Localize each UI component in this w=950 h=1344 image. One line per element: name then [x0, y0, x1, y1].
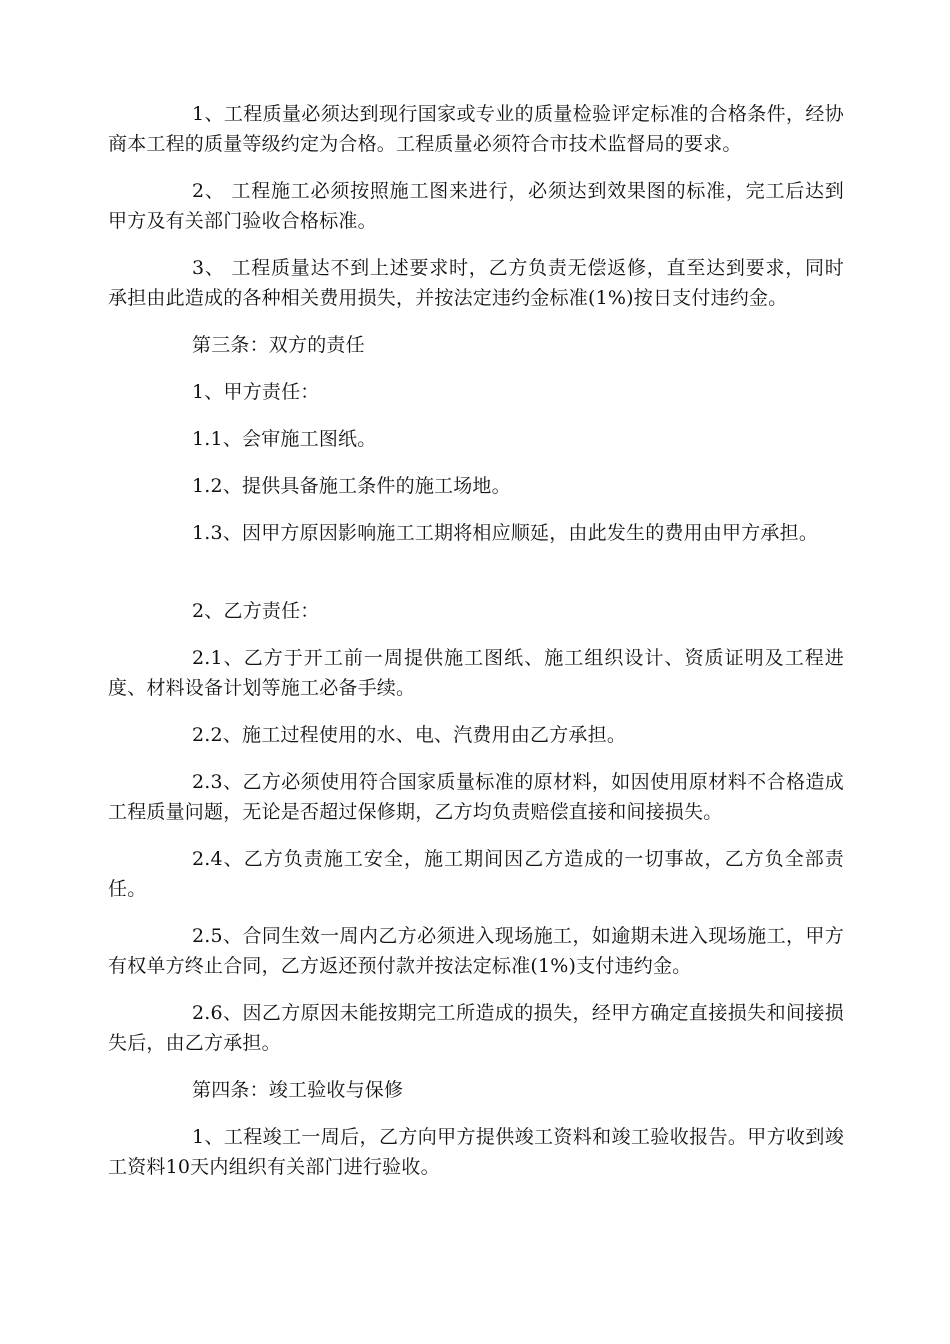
party-b-item-2-4: 2.4、乙方负责施工安全，施工期间因乙方造成的一切事故，乙方负全部责任。 [108, 848, 844, 900]
acceptance-clause-1: 1、工程竣工一周后，乙方向甲方提供竣工资料和竣工验收报告。甲方收到竣工资料10天内组织有关部门进行验收。 [108, 1126, 844, 1178]
party-a-heading: 1、甲方责任： [192, 381, 320, 403]
party-b-item-2-5: 2.5、合同生效一周内乙方必须进入现场施工，如逾期未进入现场施工，甲方有权单方终止合同，乙方返还预付款并按法定标准(1%)支付违约金。 [108, 925, 844, 977]
party-b-item-2-6: 2.6、因乙方原因未能按期完工所造成的损失，经甲方确定直接损失和间接损失后，由乙方承担。 [108, 1002, 844, 1054]
clause-quality-standard: 1、工程质量必须达到现行国家或专业的质量检验评定标准的合格条件，经协商本工程的质量等级约定为合格。工程质量必须符合市技术监督局的要求。 [108, 103, 844, 155]
party-a-item-1-1: 1.1、会审施工图纸。 [192, 428, 377, 450]
clause-quality-failure: 3、 工程质量达不到上述要求时，乙方负责无偿返修，直至达到要求，同时承担由此造成的各种相关费用损失，并按法定违约金标准(1%)按日支付违约金。 [108, 257, 844, 309]
party-b-heading: 2、乙方责任： [192, 600, 320, 622]
party-a-item-1-2: 1.2、提供具备施工条件的施工场地。 [192, 475, 511, 497]
document-page [108, 99, 844, 1182]
party-b-item-2-3: 2.3、乙方必须使用符合国家质量标准的原材料，如因使用原材料不合格造成工程质量问题，无论是否超过保修期，乙方均负责赔偿直接和间接损失。 [108, 771, 844, 823]
party-b-item-2-2: 2.2、施工过程使用的水、电、汽费用由乙方承担。 [192, 724, 627, 746]
clause-construction-drawings: 2、 工程施工必须按照施工图来进行，必须达到效果图的标准，完工后达到甲方及有关部门验收合格标准。 [108, 180, 844, 232]
article-four-heading: 第四条：竣工验收与保修 [192, 1079, 404, 1101]
party-a-item-1-3: 1.3、因甲方原因影响施工工期将相应顺延，由此发生的费用由甲方承担。 [192, 522, 819, 544]
party-b-item-2-1: 2.1、乙方于开工前一周提供施工图纸、施工组织设计、资质证明及工程进度、材料设备计划等施工必备手续。 [108, 647, 844, 699]
article-three-heading: 第三条：双方的责任 [192, 334, 365, 356]
